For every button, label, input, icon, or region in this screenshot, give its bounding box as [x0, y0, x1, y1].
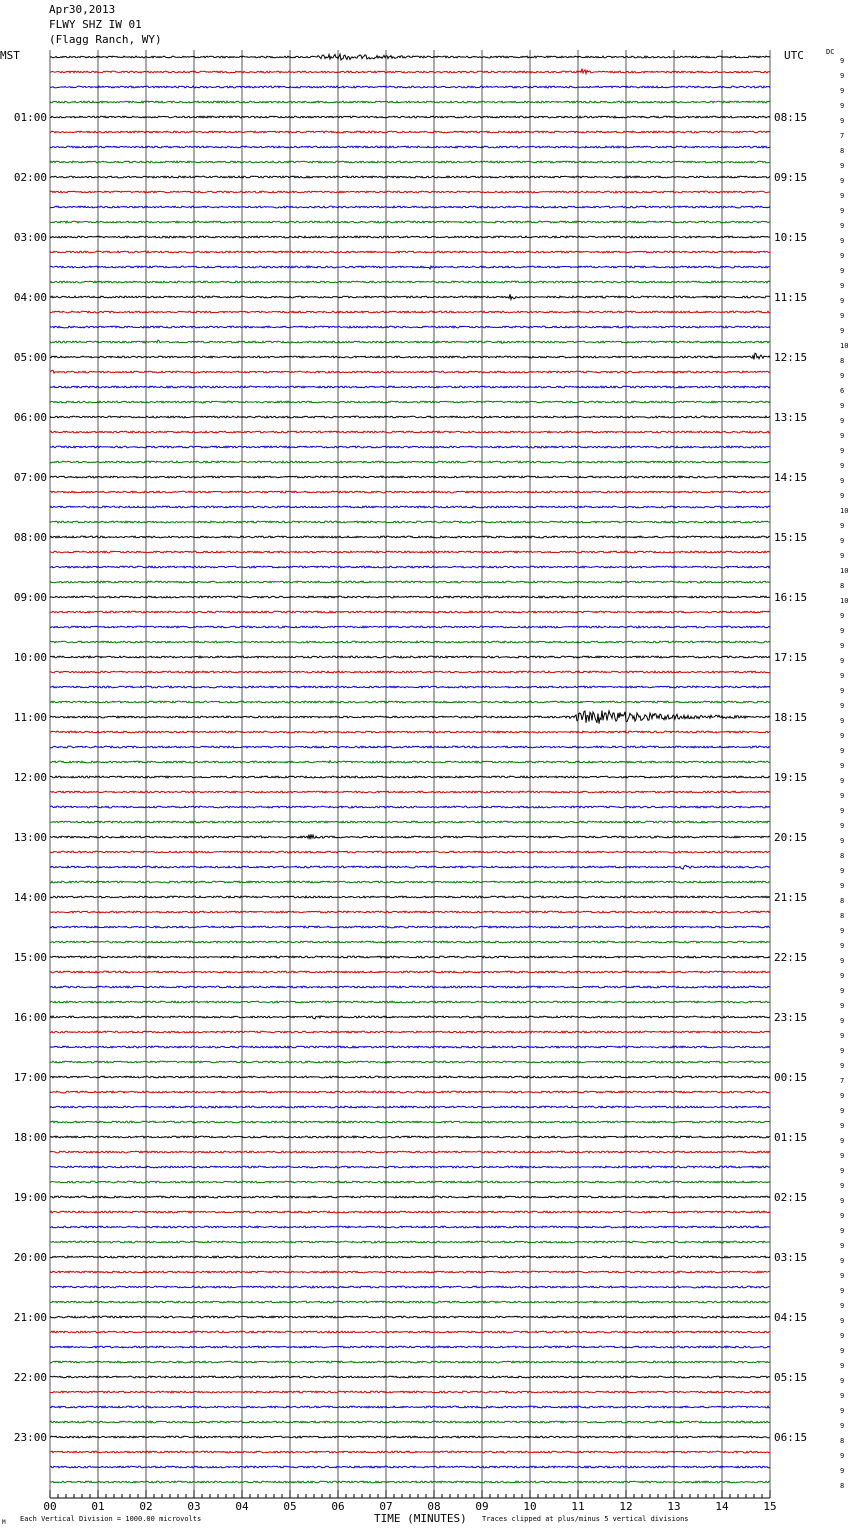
dc-value: 9 [840, 1317, 845, 1325]
left-hour-label: 03:00 [13, 231, 47, 244]
x-tick-label: 13 [667, 1500, 681, 1513]
trace-row [50, 416, 770, 418]
left-hour-label: 09:00 [13, 591, 47, 604]
dc-value: 9 [840, 1392, 845, 1400]
trace-row [50, 536, 770, 538]
trace-row [50, 206, 770, 208]
trace-row [50, 1121, 770, 1123]
x-tick-label: 01 [91, 1500, 105, 1513]
dc-value: 8 [840, 897, 845, 905]
right-hour-label: 01:15 [774, 1131, 808, 1144]
dc-value: 9 [840, 732, 845, 740]
dc-value: 9 [840, 987, 845, 995]
left-hour-label: 23:00 [13, 1431, 47, 1444]
trace-row [50, 116, 770, 118]
left-hour-label: 18:00 [13, 1131, 47, 1144]
left-hour-label: 15:00 [13, 951, 47, 964]
x-tick-label: 02 [139, 1500, 153, 1513]
trace-row [50, 791, 770, 793]
trace-row [50, 1226, 770, 1228]
x-tick-label: 12 [619, 1500, 633, 1513]
trace-row [50, 54, 770, 60]
trace-row [50, 311, 770, 313]
dc-value: 9 [840, 207, 845, 215]
left-hour-label: 14:00 [13, 891, 47, 904]
trace-row [50, 671, 770, 673]
trace-row [50, 176, 770, 178]
dc-value: 9 [840, 1182, 845, 1190]
trace-row [50, 266, 770, 269]
trace-row [50, 1031, 770, 1033]
x-tick-label: 14 [715, 1500, 729, 1513]
dc-value: 9 [840, 627, 845, 635]
right-hour-label: 13:15 [774, 411, 808, 424]
dc-value: 9 [840, 522, 845, 530]
dc-value: 9 [840, 1062, 845, 1070]
trace-row [50, 1001, 770, 1003]
trace-row [50, 476, 770, 478]
dc-value: 9 [840, 1362, 845, 1370]
right-timezone-label: UTC [784, 49, 804, 62]
dc-value: 9 [840, 1257, 845, 1265]
trace-row [50, 656, 770, 658]
trace-row [50, 131, 770, 133]
left-hour-label: 01:00 [13, 111, 47, 124]
left-hour-label: 12:00 [13, 771, 47, 784]
left-hour-label: 16:00 [13, 1011, 47, 1024]
dc-value: 9 [840, 447, 845, 455]
header-station: FLWY SHZ IW 01 [49, 18, 142, 31]
trace-row [50, 731, 770, 733]
trace-row [50, 1361, 770, 1363]
trace-row [50, 370, 770, 373]
dc-value: 9 [840, 102, 845, 110]
right-hour-label: 11:15 [774, 291, 808, 304]
trace-row [50, 1106, 770, 1108]
dc-value: 8 [840, 1482, 845, 1490]
dc-value: 8 [840, 1437, 845, 1445]
right-hour-label: 05:15 [774, 1371, 808, 1384]
right-hour-label: 21:15 [774, 891, 808, 904]
dc-value: 9 [840, 927, 845, 935]
dc-value: 9 [840, 492, 845, 500]
dc-value: 9 [840, 162, 845, 170]
trace-row [50, 1331, 770, 1333]
dc-value: 9 [840, 777, 845, 785]
dc-value: 9 [840, 282, 845, 290]
dc-value: 9 [840, 612, 845, 620]
left-hour-label: 08:00 [13, 531, 47, 544]
trace-row [50, 956, 770, 958]
left-hour-label: 11:00 [13, 711, 47, 724]
left-hour-label: 02:00 [13, 171, 47, 184]
right-hour-label: 16:15 [774, 591, 808, 604]
trace-row [50, 551, 770, 553]
trace-row [50, 1211, 770, 1213]
trace-row [50, 911, 770, 913]
dc-value: 9 [840, 1002, 845, 1010]
dc-value: 9 [840, 1302, 845, 1310]
dc-value: 9 [840, 867, 845, 875]
dc-value: 9 [840, 1242, 845, 1250]
dc-value: 9 [840, 837, 845, 845]
right-hour-label: 00:15 [774, 1071, 808, 1084]
trace-row [50, 1466, 770, 1468]
dc-value: 8 [840, 147, 845, 155]
right-hour-label: 15:15 [774, 531, 808, 544]
trace-row [50, 401, 770, 403]
trace-row [50, 221, 770, 223]
dc-value: 9 [840, 1377, 845, 1385]
trace-row [50, 1391, 770, 1393]
x-tick-label: 03 [187, 1500, 201, 1513]
dc-value: 9 [840, 1032, 845, 1040]
dc-value: 9 [840, 477, 845, 485]
dc-value: 9 [840, 1452, 845, 1460]
dc-value: 9 [840, 1422, 845, 1430]
trace-row [50, 340, 770, 343]
trace-row [50, 896, 770, 898]
dc-value: 9 [840, 1332, 845, 1340]
dc-value: 9 [840, 192, 845, 200]
trace-row [50, 971, 770, 973]
right-hour-label: 04:15 [774, 1311, 808, 1324]
right-hour-label: 19:15 [774, 771, 808, 784]
dc-value: 9 [840, 807, 845, 815]
trace-row [50, 596, 770, 598]
trace-row [50, 101, 770, 103]
dc-value: 9 [840, 462, 845, 470]
trace-row [50, 326, 770, 328]
trace-row [50, 161, 770, 163]
trace-row [50, 1076, 770, 1078]
trace-row [50, 566, 770, 568]
x-tick-label: 04 [235, 1500, 249, 1513]
trace-row [50, 1376, 770, 1378]
right-hour-label: 18:15 [774, 711, 808, 724]
trace-row [50, 1091, 770, 1093]
dc-value: 9 [840, 87, 845, 95]
right-hour-label: 14:15 [774, 471, 808, 484]
left-hour-label: 05:00 [13, 351, 47, 364]
trace-row [50, 294, 770, 299]
trace-row [50, 851, 770, 853]
left-hour-label: 20:00 [13, 1251, 47, 1264]
dc-value: 9 [840, 117, 845, 125]
trace-row [50, 1436, 770, 1438]
trace-row [50, 1166, 770, 1168]
trace-row [50, 191, 770, 193]
dc-value: 8 [840, 357, 845, 365]
dc-value: 9 [840, 177, 845, 185]
dc-value: 9 [840, 747, 845, 755]
trace-row [50, 1016, 770, 1019]
trace-row [50, 431, 770, 433]
trace-row [50, 761, 770, 763]
x-tick-label: 08 [427, 1500, 441, 1513]
dc-value: 9 [840, 252, 845, 260]
x-tick-label: 05 [283, 1500, 297, 1513]
trace-row [50, 881, 770, 883]
trace-row [50, 251, 770, 253]
trace-row [50, 1136, 770, 1138]
left-hour-label: 21:00 [13, 1311, 47, 1324]
trace-row [50, 641, 770, 643]
trace-row [50, 746, 770, 748]
dc-value: 9 [840, 402, 845, 410]
left-hour-label: 04:00 [13, 291, 47, 304]
dc-value: 9 [840, 822, 845, 830]
dc-value: 9 [840, 72, 845, 80]
trace-row [50, 461, 770, 463]
dc-value: 9 [840, 267, 845, 275]
right-hour-label: 06:15 [774, 1431, 808, 1444]
trace-row [50, 281, 770, 283]
x-tick-label: 11 [571, 1500, 585, 1513]
header-date: Apr30,2013 [49, 3, 116, 16]
trace-row [50, 69, 770, 74]
dc-value: 10 [840, 597, 849, 605]
x-axis-title: TIME (MINUTES) [374, 1512, 467, 1525]
left-timezone-label: MST [0, 49, 20, 62]
trace-row [50, 1481, 770, 1483]
trace-row [50, 1046, 770, 1048]
dc-value: 9 [840, 1212, 845, 1220]
x-tick-label: 00 [43, 1500, 57, 1513]
dc-value: 9 [840, 1197, 845, 1205]
dc-value: 9 [840, 1407, 845, 1415]
left-hour-label: 19:00 [13, 1191, 47, 1204]
trace-row [50, 1406, 770, 1408]
right-hour-label: 23:15 [774, 1011, 808, 1024]
dc-value: 9 [840, 762, 845, 770]
dc-values [840, 57, 848, 1490]
dc-value: 9 [840, 537, 845, 545]
left-hour-label: 10:00 [13, 651, 47, 664]
trace-row [50, 491, 770, 493]
trace-row [50, 986, 770, 988]
dc-value: 9 [840, 57, 845, 65]
dc-value: 9 [840, 882, 845, 890]
right-hour-label: 22:15 [774, 951, 808, 964]
trace-row [50, 626, 770, 628]
dc-value: 9 [840, 1167, 845, 1175]
trace-row [50, 521, 770, 523]
dc-value: 9 [840, 657, 845, 665]
dc-value: 6 [840, 387, 845, 395]
x-tick-label: 07 [379, 1500, 393, 1513]
trace-row [50, 386, 770, 388]
dc-value: 9 [840, 312, 845, 320]
time-axis [43, 1490, 776, 1513]
dc-value: 9 [840, 1287, 845, 1295]
clip-note: Traces clipped at plus/minus 5 vertical divisions [482, 1515, 689, 1523]
dc-value: 9 [840, 687, 845, 695]
trace-row [50, 865, 770, 869]
dc-value: 9 [840, 972, 845, 980]
dc-value: 9 [840, 1017, 845, 1025]
dc-value: 9 [840, 672, 845, 680]
dc-value: 9 [840, 1137, 845, 1145]
dc-value: 9 [840, 1152, 845, 1160]
trace-row [50, 926, 770, 928]
dc-value: 9 [840, 1092, 845, 1100]
trace-row [50, 1301, 770, 1303]
trace-row [50, 581, 770, 583]
dc-value: 9 [840, 1467, 845, 1475]
dc-value: 9 [840, 942, 845, 950]
dc-value: 9 [840, 222, 845, 230]
trace-row [50, 1286, 770, 1288]
dc-value: 9 [840, 957, 845, 965]
trace-row [50, 236, 770, 238]
dc-value: 9 [840, 432, 845, 440]
trace-row [50, 776, 770, 778]
trace-row [50, 86, 770, 88]
dc-value: 9 [840, 1347, 845, 1355]
left-hour-label: 17:00 [13, 1071, 47, 1084]
dc-value: 9 [840, 417, 845, 425]
trace-row [50, 1256, 770, 1258]
trace-row [50, 1061, 770, 1063]
right-hour-label: 12:15 [774, 351, 808, 364]
trace-row [50, 506, 770, 508]
trace-row [50, 701, 770, 703]
left-hour-label: 06:00 [13, 411, 47, 424]
trace-row [50, 686, 770, 688]
trace-row [50, 941, 770, 943]
trace-row [50, 611, 770, 613]
right-hour-label: 20:15 [774, 831, 808, 844]
trace-row [50, 146, 770, 148]
dc-value: 9 [840, 237, 845, 245]
dc-value: 9 [840, 297, 845, 305]
dc-label: DC [826, 48, 835, 56]
x-tick-label: 10 [523, 1500, 537, 1513]
dc-value: 9 [840, 1107, 845, 1115]
trace-row [50, 1451, 770, 1453]
dc-value: 9 [840, 1272, 845, 1280]
dc-value: 10 [840, 567, 849, 575]
trace-row [50, 1421, 770, 1423]
trace-row [50, 1181, 770, 1183]
dc-value: 10 [840, 342, 849, 350]
dc-value: 9 [840, 1227, 845, 1235]
trace-row [50, 353, 770, 359]
x-tick-label: 09 [475, 1500, 489, 1513]
header-location: (Flagg Ranch, WY) [49, 33, 162, 46]
right-hour-label: 09:15 [774, 171, 808, 184]
x-tick-label: 06 [331, 1500, 345, 1513]
seismic-traces [50, 54, 770, 1483]
dc-value: 9 [840, 717, 845, 725]
dc-value: 7 [840, 132, 845, 140]
x-tick-label: 15 [763, 1500, 777, 1513]
dc-value: 9 [840, 702, 845, 710]
dc-value: 9 [840, 1047, 845, 1055]
right-hour-label: 10:15 [774, 231, 808, 244]
scale-note: Each Vertical Division = 1000.00 microvolts [20, 1515, 202, 1523]
dc-value: 8 [840, 912, 845, 920]
trace-row [50, 834, 770, 839]
dc-value: 9 [840, 792, 845, 800]
trace-row [50, 1241, 770, 1243]
trace-row [50, 1151, 770, 1153]
dc-value: 9 [840, 327, 845, 335]
dc-value: 7 [840, 1077, 845, 1085]
trace-row [50, 821, 770, 823]
dc-value: 9 [840, 372, 845, 380]
dc-value: 9 [840, 1122, 845, 1130]
left-hour-label: 22:00 [13, 1371, 47, 1384]
dc-value: 9 [840, 642, 845, 650]
trace-row [50, 806, 770, 808]
trace-row [50, 710, 770, 723]
right-hour-label: 03:15 [774, 1251, 808, 1264]
right-hour-label: 17:15 [774, 651, 808, 664]
trace-row [50, 1196, 770, 1198]
right-hour-label: 08:15 [774, 111, 808, 124]
dc-value: 8 [840, 852, 845, 860]
trace-row [50, 446, 770, 448]
left-hour-label: 07:00 [13, 471, 47, 484]
trace-row [50, 1316, 770, 1318]
dc-value: 8 [840, 582, 845, 590]
left-hour-label: 13:00 [13, 831, 47, 844]
trace-row [50, 1346, 770, 1348]
dc-value: 9 [840, 552, 845, 560]
corner-mark: M [2, 1519, 6, 1526]
right-hour-label: 02:15 [774, 1191, 808, 1204]
trace-row [50, 1271, 770, 1273]
dc-value: 10 [840, 507, 849, 515]
